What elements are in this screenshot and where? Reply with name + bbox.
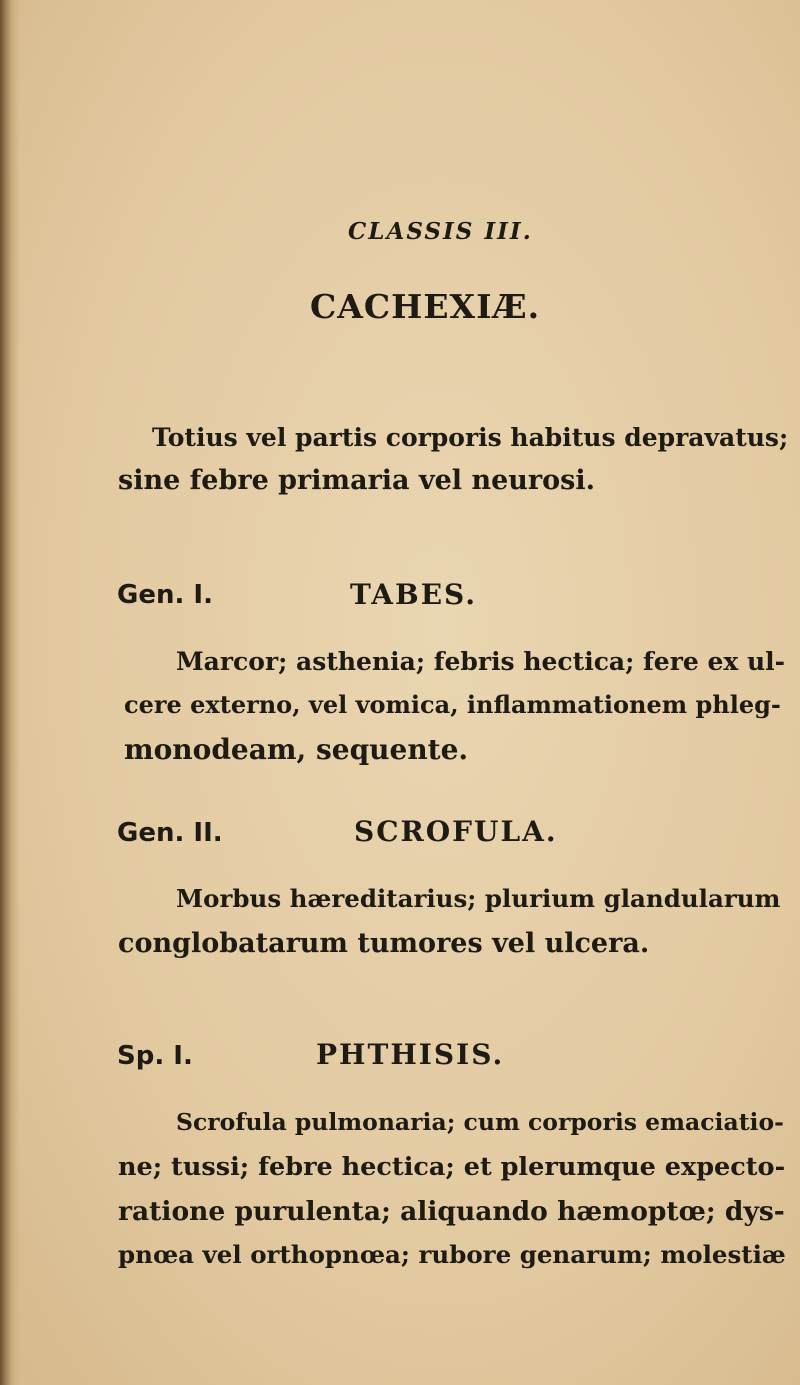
phthisis-line-4: pnœa vel orthopnœa; rubore genarum; molestiæ bbox=[118, 1240, 786, 1269]
intro-line-1: Totius vel partis corporis habitus depravatus; bbox=[152, 423, 789, 452]
scrofula-line-1: Morbus hæreditarius; plurium glandularum bbox=[176, 884, 781, 913]
scrofula-line-2: conglobatarum tumores vel ulcera. bbox=[118, 928, 650, 959]
genus-label-1: Gen. I. bbox=[117, 580, 213, 610]
tabes-line-3: monodeam, sequente. bbox=[124, 733, 469, 766]
genus-label-2: Gen. II. bbox=[117, 818, 223, 848]
classis-heading: CLASSIS III. bbox=[348, 218, 533, 245]
species-heading-phthisis: PHTHISIS. bbox=[316, 1038, 505, 1071]
page-title: CACHEXIÆ. bbox=[310, 287, 541, 326]
species-label-1: Sp. I. bbox=[117, 1041, 193, 1071]
page-gutter bbox=[0, 0, 20, 1385]
phthisis-line-1: Scrofula pulmonaria; cum corporis emaciatio- bbox=[176, 1108, 784, 1136]
tabes-line-1: Marcor; asthenia; febris hectica; fere ex ul- bbox=[176, 647, 786, 676]
tabes-line-2: cere externo, vel vomica, inflammationem phleg- bbox=[124, 690, 781, 719]
phthisis-line-2: ne; tussi; febre hectica; et plerumque expecto- bbox=[118, 1152, 786, 1182]
intro-line-2: sine febre primaria vel neurosi. bbox=[118, 465, 595, 496]
genus-heading-tabes: TABES. bbox=[350, 578, 478, 611]
genus-heading-scrofula: SCROFULA. bbox=[354, 815, 558, 848]
phthisis-line-3: ratione purulenta; aliquando hæmoptœ; dys- bbox=[118, 1196, 785, 1227]
